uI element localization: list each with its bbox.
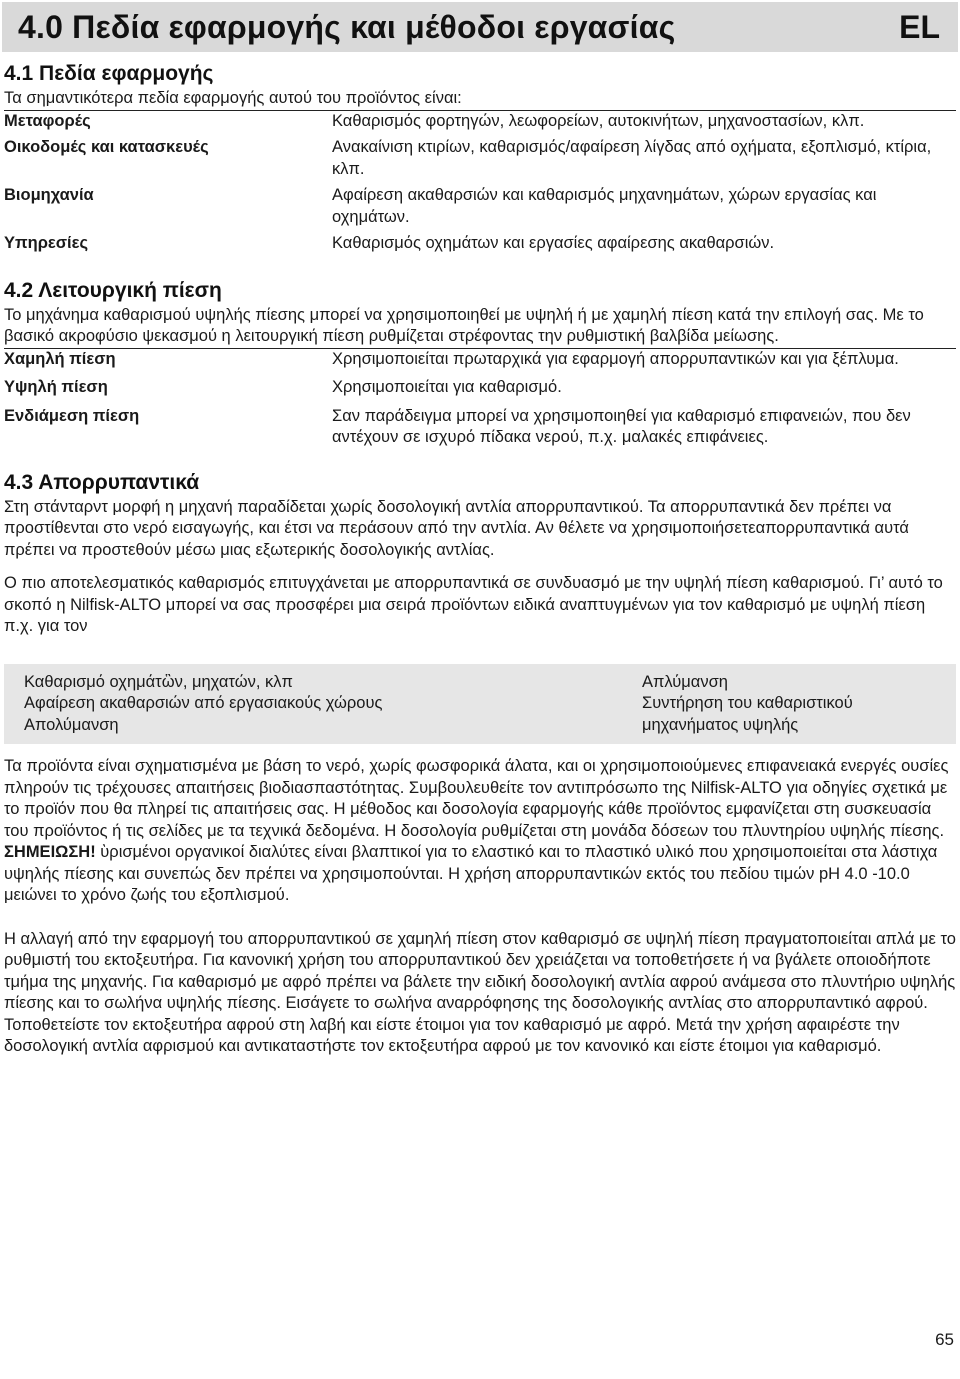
product-list-right [642,672,936,737]
paragraph-text: Τα προϊόντα είναι σχηματισμένα με βάση το νερό, χωρίς φωσφορικά άλατα, και οι χρησιμοποιούμενες επιφανειακά ενεργές ουσίες πληρούν τις τρέχουσες απαιτήσεις βιοδιασπαστότητας. Συμβουλευθείτε τον αντιπρόσωπο της Nilfisk-ALTO για οδηγίες σχετικά με το προϊόν που θα πληρεί τις απαιτήσεις σας. Η μέθοδος και δοσολογία εφαρμογής κάθε προϊόντος εμφανίζεται στη συσκευασία του προϊόντος ή τις σελίδες με τα τεχνικά δεδομένα. Η δοσολογία ρυθμίζεται στη μονάδα δόσεων του πλυντηρίου υψηλής πίεσης. [4,757,949,840]
row-term: Ενδιάμεση πίεση [4,406,140,425]
row-description: Ανακαίνιση κτιρίων, καθαρισμός/αφαίρεση λίγδας από οχήματα, εξοπλισμό, κτίρια, κλπ. [332,138,932,178]
list-item: Καθαρισμό οχημάτὣν, μηχατών, κλπ [24,672,293,691]
row-description: Χρησιμοποιείται πρωταρχικά για εφαρμογή απορρυπαντικών και για ξέπλυμα. [332,349,899,368]
pressure-modes-table [4,349,956,449]
application-fields-table [4,111,956,255]
row-term: Χαμηλή πίεση [4,349,116,368]
table-row [4,185,956,228]
row-description: Καθαρισμός φορτηγών, λεωφορείων, αυτοκινήτων, μηχανοστασίων, κλπ. [332,111,865,130]
section-4-1-intro: Τα σημαντικότερα πεδία εφαρμογής αυτού του προϊόντος είναι: [4,89,462,107]
section-4-3-heading: 4.3 Απορρυπαντικά [4,470,200,494]
detergents-paragraph-4: Η αλλαγή από την εφαρμογή του απορρυπαντικού σε χαμηλή πίεση στον καθαρισμό σε υψηλή πίεση πραγματοποιείται απλά με το ρυθμιστή του εκτοξευτήρα. Για κανονική χρήση του απορρυπαντικού δεν χρειάζεται να τοποθετήσετε ή να βγάλετε οποιοδήποτε τμήμα της μηχανής. Για καθαρισμό με αφρό πρέπει να βάλετε την ειδική δοσολογική αντλία αφρού ανάμεσα στο πλυντήριο υψηλής πίεσης και το σωλήνα υψηλής πίεσης. Εισάγετε το σωλήνα αναρρόφησης της δοσολογικής αντλίας στο απορρυπαντικό αφρού. Τοποθετείστε τον εκτοξευτήρα αφρού στη λαβή και είστε έτοιμοι για τον καθαρισμό με αφρό. Μετά την χρήση αφαιρέστε την δοσολογική αντλία αφρισμού και αντικαταστήστε τον εκτοξευτήρα αφρού με τον κανονικό και είστε έτοιμοι για καθαρισμό. [4,929,956,1055]
page-number: 65 [935,1330,954,1349]
section-4-1-heading: 4.1 Πεδία εφαρμογής [4,62,214,85]
row-description: Σαν παράδειγμα μπορεί να χρησιμοποιηθεί για καθαρισμό επιφανειών, που δεν αντέχουν σε ισχυρό πίδακα νερού, π.χ. μαλακές επιφάνειες. [332,406,911,446]
row-term: Υψηλή πίεση [4,378,108,396]
row-description: Αφαίρεση ακαθαρσιών και καθαρισμός μηχανημάτων, χώρων εργασίας και οχημάτων. [332,186,877,226]
row-term: Βιομηχανία [4,186,94,204]
page-content [0,60,960,1058]
list-item: μηχανήματος υψηλής [642,715,799,734]
section-4-2 [4,277,956,449]
section-4-1 [4,60,956,255]
detergents-paragraph-3 [4,756,956,907]
table-row [4,377,956,399]
chapter-title-bar [2,2,958,52]
table-row [4,233,956,255]
row-description: Καθαρισμός οχημάτων και εργασίες αφαίρεσης ακαθαρσιών. [332,234,775,252]
section-4-2-heading: 4.2 Λειτουργική πίεση [4,278,222,302]
list-item: Αφαίρεση ακαθαρσιών από εργασιακούς χώρους [24,694,383,712]
language-code: EL [899,8,940,45]
row-term: Υπηρεσίες [4,234,89,252]
section-4-2-intro: Το μηχάνημα καθαρισμού υψηλής πίεσης μπορεί να χρησιμοποιηθεί με υψηλή ή με χαμηλή πίεση κατά την επιλογή σας. Με το βασικό ακροφύσιο ψεκασμού η λειτουργική πίεση ρυθμίζεται στρέφοντας την ρυθμιστική βαλβίδα μείωσης. [4,305,924,345]
table-row [4,406,956,449]
table-row [4,137,956,180]
detergents-paragraph-2: Ο πιο αποτελεσματικός καθαρισμός επιτυγχάνεται με απορρυπαντικά σε συνδυασμό με την υψηλή πίεση καθαρισμού. Γι’ αυτό το σκοπό η Nilfisk-ALTO μπορεί να σας προσφέρει μια σειρά προϊόντων ειδικά αναπτυγμένων για τον καθαρισμό με υψηλή πίεση π.χ. για τον [4,574,943,635]
row-term: Οικοδομές και κατασκευές [4,138,209,156]
list-item: Συντήρηση του καθαριστικού [642,694,853,712]
note-label: ΣΗΜΕΙΩΣΗ! [4,843,96,861]
table-row [4,111,956,133]
list-item: Απλύμανση [642,672,728,691]
section-4-3 [4,469,956,1058]
list-item: Απολύμανση [24,715,119,734]
detergents-paragraph-1: Στη στάνταρντ μορφή η μηχανή παραδίδεται χωρίς δοσολογική αντλία απορρυπαντικού. Τα απορρυπαντικά δεν πρέπει να προστίθενται στο νερό εισαγωγής, και έτσι να περάσουν από την αντλία. Αν θέλετε να χρησιμοποιήσετεαπορρυπαντικά αυτά πρέπει να προστεθούν μέσω μιας εξωτερικής δοσολογικής αντλίας. [4,497,909,559]
product-range-box [4,664,956,745]
row-term: Μεταφορές [4,111,91,130]
chapter-title: 4.0 Πεδία εφαρμογής και μέθοδοι εργασίας [18,8,676,45]
product-list-left [24,672,642,737]
table-row [4,349,956,371]
row-description: Χρησιμοποιείται για καθαρισμό. [332,378,562,396]
note-text: ὺρισμένοι οργανικοί διαλύτες είναι βλαπτικοί για το ελαστικό και το πλαστικό υλικό που χρησιμοποιείται στα λάστιχα υψηλής πίεσης και συνεπώς δεν πρέπει να χρησιμοπούνται. Η χρήση απορρυπαντικών εκτός του πεδίου τιμών pH 4.0 -10.0 μειώνει το χρόνο ζωής του εξοπλισμού. [4,843,938,904]
